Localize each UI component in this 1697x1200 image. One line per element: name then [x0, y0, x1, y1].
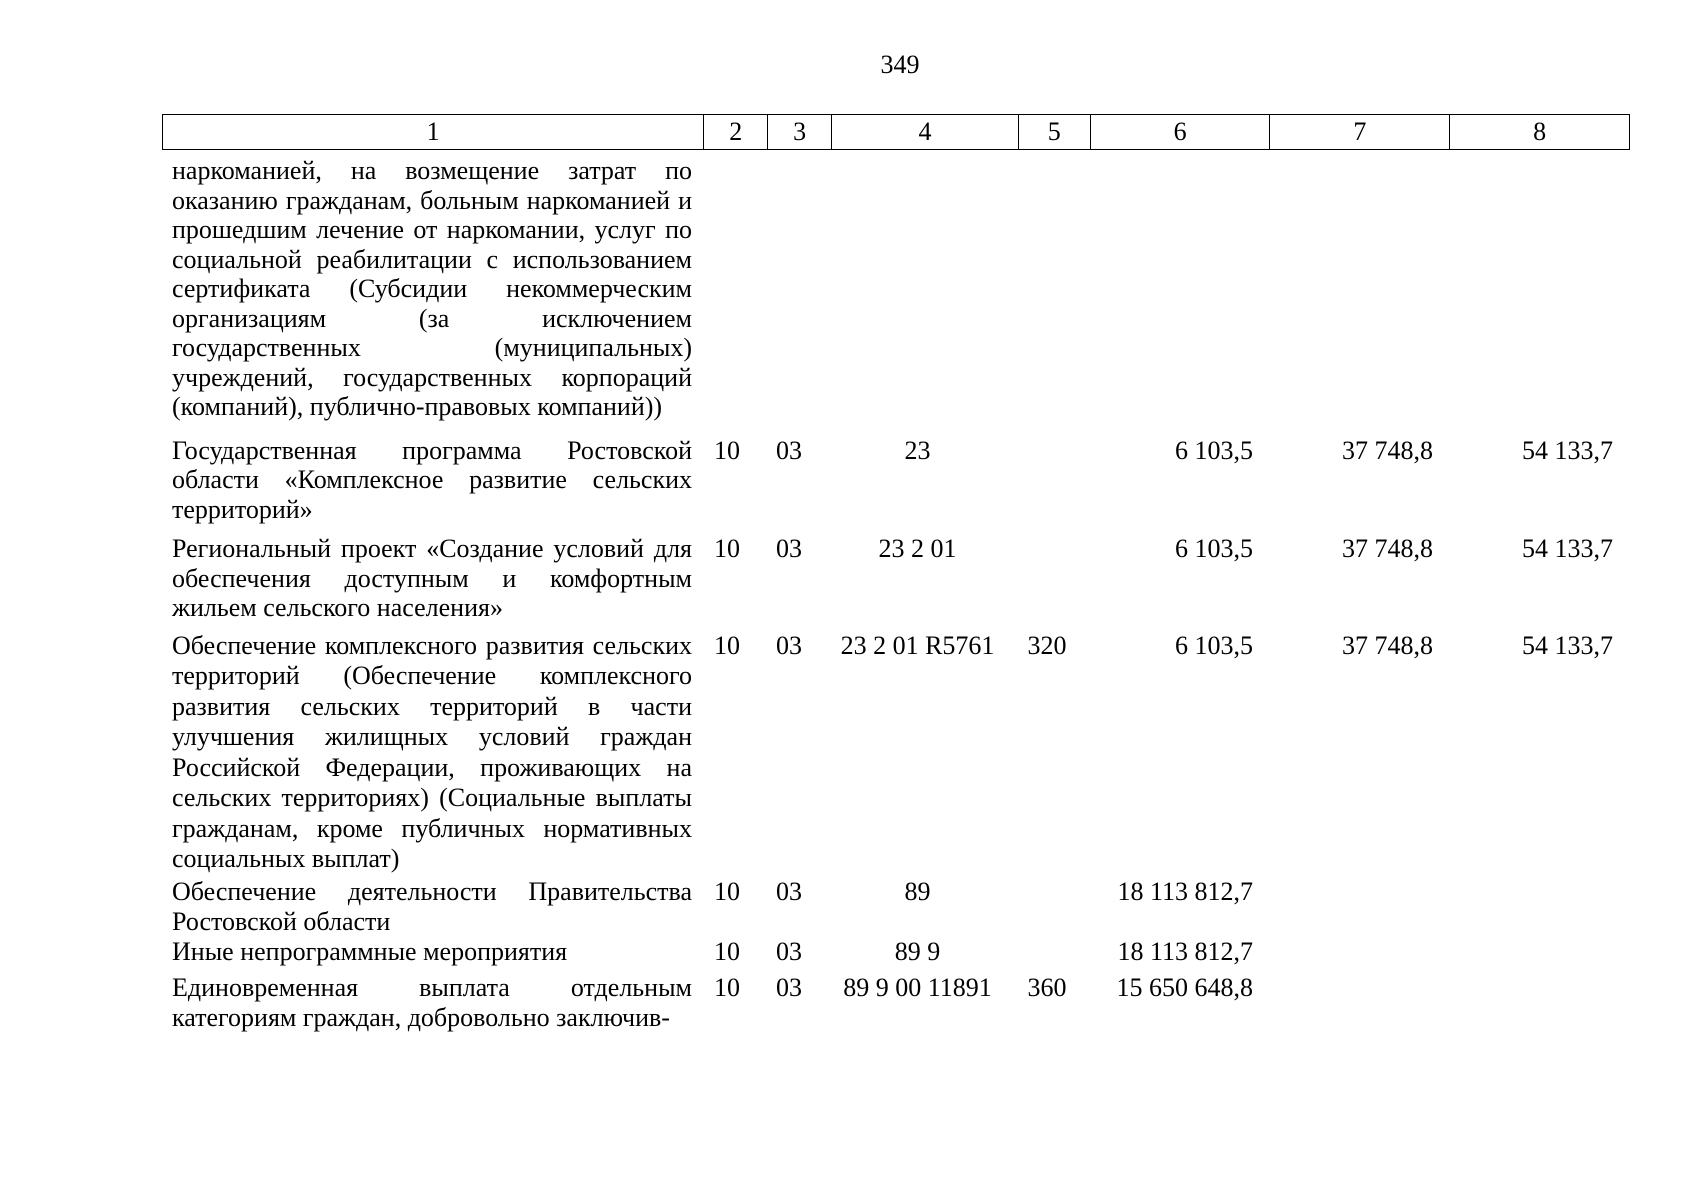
column-header-6: 6	[1090, 115, 1270, 149]
row-subsection: 03	[776, 876, 802, 906]
table-row	[172, 631, 1623, 875]
row-amount-col6: 15 650 648,8	[1116, 972, 1253, 1002]
row-expense-type: 320	[1027, 630, 1067, 660]
row-section: 10	[714, 534, 740, 563]
table-row	[172, 937, 1623, 967]
row-description: Региональный проект «Создание условий для обеспечения доступным и комфортным жильем сельского населения»	[172, 534, 692, 622]
row-amount-col8: 54 133,7	[1522, 534, 1613, 563]
row-amount-col7: 37 748,8	[1342, 630, 1433, 660]
row-target-code: 23 2 01	[878, 534, 957, 563]
row-section: 10	[714, 936, 740, 966]
row-amount-col6: 18 113 812,7	[1117, 936, 1253, 966]
column-header-4: 4	[831, 115, 1018, 149]
row-section: 10	[714, 876, 740, 906]
row-amount-col7: 37 748,8	[1342, 435, 1433, 465]
row-amount-col8: 54 133,7	[1522, 630, 1613, 660]
table-body	[172, 156, 1623, 1033]
column-header-8: 8	[1449, 115, 1629, 149]
row-expense-type: 360	[1027, 972, 1067, 1002]
column-header-5: 5	[1018, 115, 1090, 149]
row-target-code: 89 9 00 11891	[843, 972, 992, 1002]
row-target-code: 23	[904, 435, 931, 465]
row-description: Государственная программа Ростовской области «Комплексное развитие сельских территорий»	[172, 435, 692, 524]
row-target-code: 89	[904, 876, 931, 906]
table-row	[172, 436, 1623, 525]
row-section: 10	[714, 630, 740, 660]
row-amount-col6: 6 103,5	[1175, 534, 1253, 563]
page-number: 349	[880, 50, 920, 79]
row-target-code: 89 9	[894, 936, 941, 966]
row-target-code: 23 2 01 R5761	[840, 630, 995, 660]
table-row	[172, 877, 1623, 937]
table-row	[172, 973, 1623, 1033]
column-header-1: 1	[426, 117, 440, 146]
row-section: 10	[714, 972, 740, 1002]
row-section: 10	[714, 435, 740, 465]
table-header	[162, 114, 1630, 150]
row-amount-col7: 37 748,8	[1342, 534, 1433, 563]
row-description: Единовременная выплата отдельным категориям граждан, добровольно заключив-	[172, 972, 692, 1032]
column-header-3: 3	[767, 115, 831, 149]
row-subsection: 03	[776, 534, 802, 563]
row-description: наркоманией, на возмещение затрат по оказанию гражданам, больным наркоманией и прошедшим лечение от наркомании, услуг по социальной реабилитации с использованием сертификата (Субсидии некоммерческим организациям (за исключением государственных (муниципальных) учреждений, государственных корпораций (компаний), публично-правовых компаний))	[172, 156, 692, 421]
row-description: Обеспечение деятельности Правительства Ростовской области	[172, 876, 692, 936]
row-subsection: 03	[776, 435, 802, 465]
row-amount-col6: 6 103,5	[1175, 435, 1253, 465]
column-header-7: 7	[1269, 115, 1449, 149]
row-description: Иные непрограммные мероприятия	[172, 936, 568, 966]
row-subsection: 03	[776, 972, 802, 1002]
row-amount-col8: 54 133,7	[1522, 435, 1613, 465]
table-row	[172, 156, 1623, 422]
row-amount-col6: 18 113 812,7	[1117, 876, 1253, 906]
column-header-2: 2	[703, 115, 767, 149]
row-subsection: 03	[776, 630, 802, 660]
row-subsection: 03	[776, 936, 802, 966]
table-row	[172, 534, 1623, 623]
row-amount-col6: 6 103,5	[1175, 630, 1253, 660]
row-description: Обеспечение комплексного развития сельских территорий (Обеспечение комплексного развития сельских территорий в части улучшения жилищных условий граждан Российской Федерации, проживающих на сельских территориях) (Социальные выплаты гражданам, кроме публичных нормативных социальных выплат)	[172, 630, 692, 873]
